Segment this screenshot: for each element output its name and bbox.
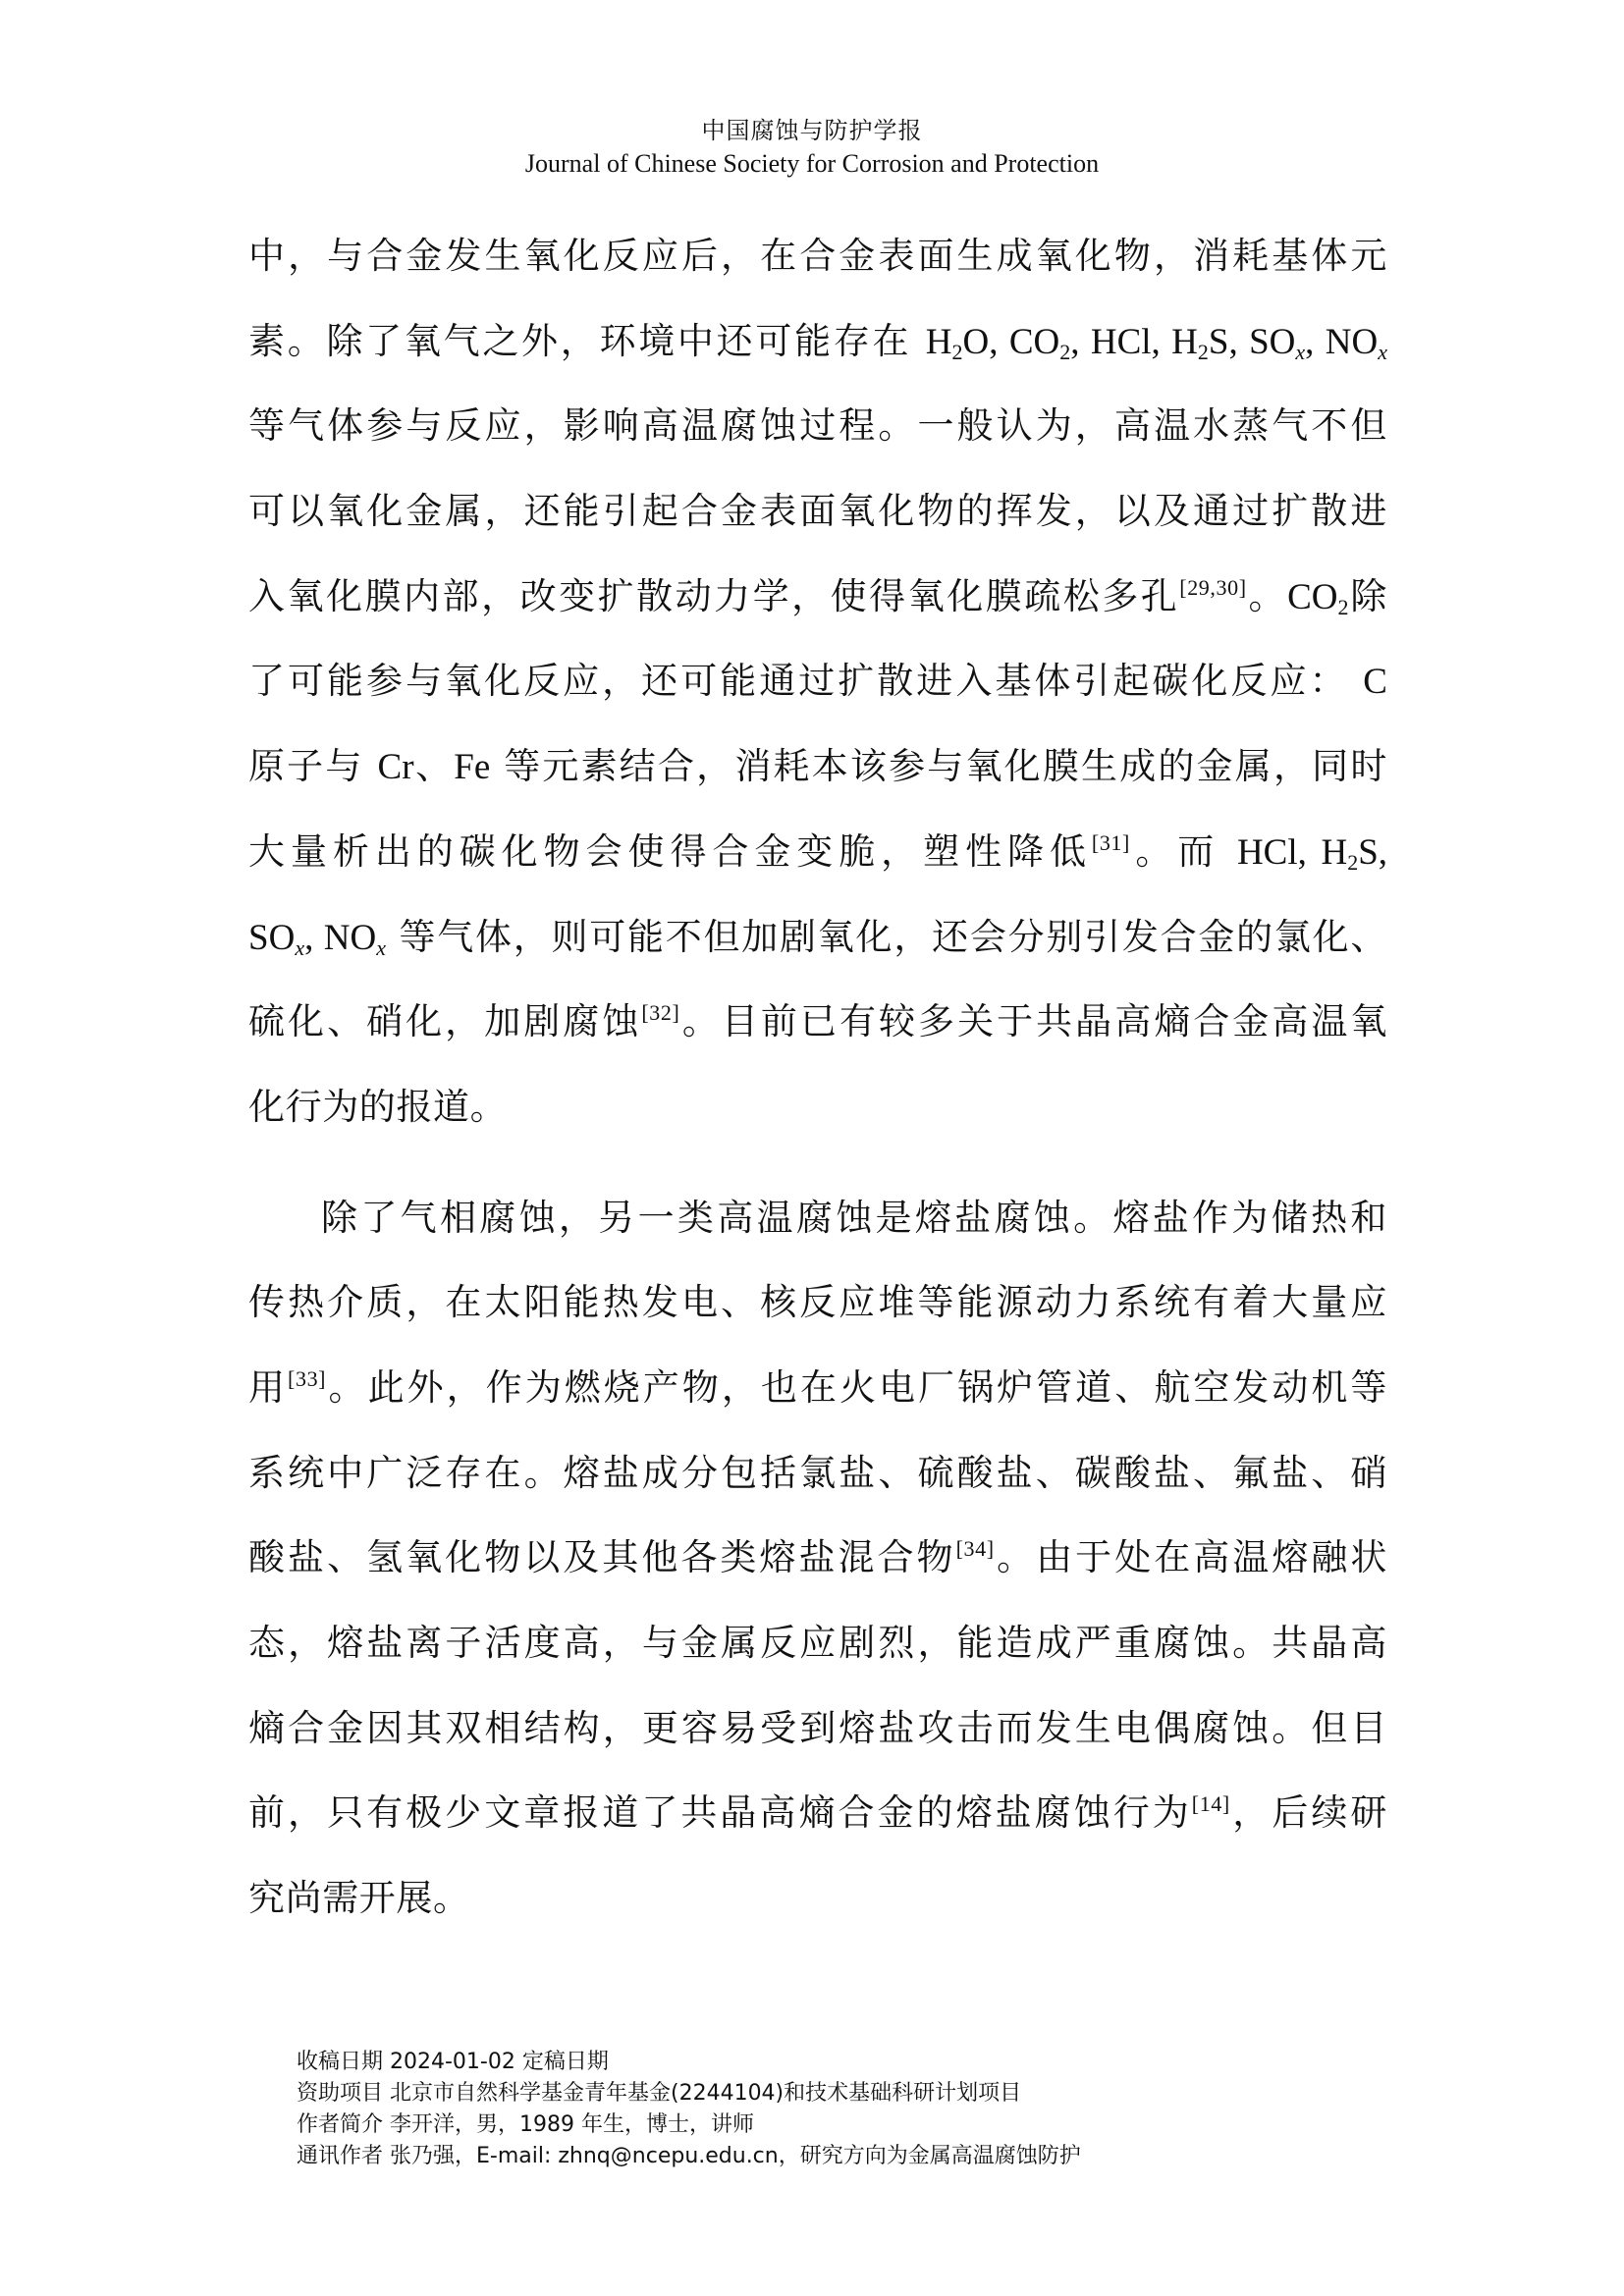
text-line: 化行为的报道。: [248, 1085, 508, 1128]
text-line: 可以氧化金属，还能引起合金表面氧化物的挥发，以及通过扩散进: [248, 490, 1387, 533]
citation: [33]: [288, 1365, 327, 1391]
text-line: 中，与合金发生氧化反应后，在合金表面生成氧化物，消耗基体元: [248, 235, 1387, 277]
text-line: 等气体参与反应，影响高温腐蚀过程。一般认为，高温水蒸气不但: [248, 404, 1387, 448]
citation: [32]: [641, 1000, 680, 1026]
article-body: [248, 214, 1387, 1942]
citation: [29,30]: [1179, 574, 1247, 600]
text-line: 态，熔盐离子活度高，与金属反应剧烈，能造成严重腐蚀。共晶高: [248, 1622, 1387, 1664]
text-line: 前，只有极少文章报道了共晶高熵合金的熔盐腐蚀行为[14]，后续研: [248, 1791, 1387, 1835]
funding-note: 资助项目 北京市自然科学基金青年基金(2244104)和技术基础科研计划项目: [297, 2081, 1022, 2106]
text-line: 传热介质，在太阳能热发电、核反应堆等能源动力系统有着大量应: [248, 1281, 1387, 1324]
text-line: 了可能参与氧化反应，还可能通过扩散进入基体引起碳化反应： C: [248, 660, 1387, 703]
paragraph-molten-salt-corrosion: [248, 1176, 1387, 1942]
text-line: 熵合金因其双相结构，更容易受到熔盐攻击而发生电偶腐蚀。但目: [248, 1706, 1387, 1749]
citation: [31]: [1091, 829, 1130, 855]
text-line: 大量析出的碳化物会使得合金变脆，塑性降低[31]。而 HCl, $H_2S$,: [248, 829, 1388, 875]
text-line: 酸盐、氢氧化物以及其他各类熔盐混合物[34]。由于处在高温熔融状: [248, 1536, 1387, 1579]
author-bio: 作者简介 李开洋，男，1989 年生，博士，讲师: [297, 2112, 754, 2137]
running-header: [0, 114, 1624, 181]
citation: [14]: [1191, 1791, 1230, 1817]
text-line: 素。除了氧气之外，环境中还可能存在 $H_2O$, $CO_2$, HCl, $H_2S$, $SO_x$, $NO_x$: [248, 319, 1387, 364]
citation: [34]: [955, 1536, 995, 1562]
journal-title-english: Journal of Chinese Society for Corrosion and Protection: [524, 149, 1100, 178]
text-line: 用[33]。此外，作为燃烧产物，也在火电厂锅炉管道、航空发动机等: [248, 1365, 1387, 1409]
received-date: 收稿日期 2024-01-02 定稿日期: [297, 2050, 609, 2074]
text-line: 究尚需开展。: [248, 1877, 470, 1920]
text-line: 除了气相腐蚀，另一类高温腐蚀是熔盐腐蚀。熔盐作为储热和: [321, 1196, 1387, 1239]
corresponding-author: 通讯作者 张乃强，E-mail: zhnq@ncepu.edu.cn，研究方向为金属高温腐蚀防护: [297, 2144, 1081, 2168]
paragraph-gas-corrosion: [248, 214, 1387, 1150]
paragraph-spacer: [248, 1150, 1387, 1176]
text-line: 系统中广泛存在。熔盐成分包括氯盐、硫酸盐、碳酸盐、氟盐、硝: [248, 1451, 1387, 1494]
text-line: $SO_x$, $NO_x$ 等气体，则可能不但加剧氧化，还会分别引发合金的氯化、: [248, 915, 1387, 960]
article-footnotes: [297, 2047, 1377, 2172]
text-line: 入氧化膜内部，改变扩散动力学，使得氧化膜疏松多孔[29,30]。$CO_2$除: [248, 574, 1387, 619]
journal-title-chinese: 中国腐蚀与防护学报: [701, 117, 923, 144]
text-line: 原子与 Cr、Fe 等元素结合，消耗本该参与氧化膜生成的金属，同时: [248, 745, 1387, 788]
text-line: 硫化、硝化，加剧腐蚀[32]。目前已有较多关于共晶高熵合金高温氧: [248, 1000, 1387, 1043]
